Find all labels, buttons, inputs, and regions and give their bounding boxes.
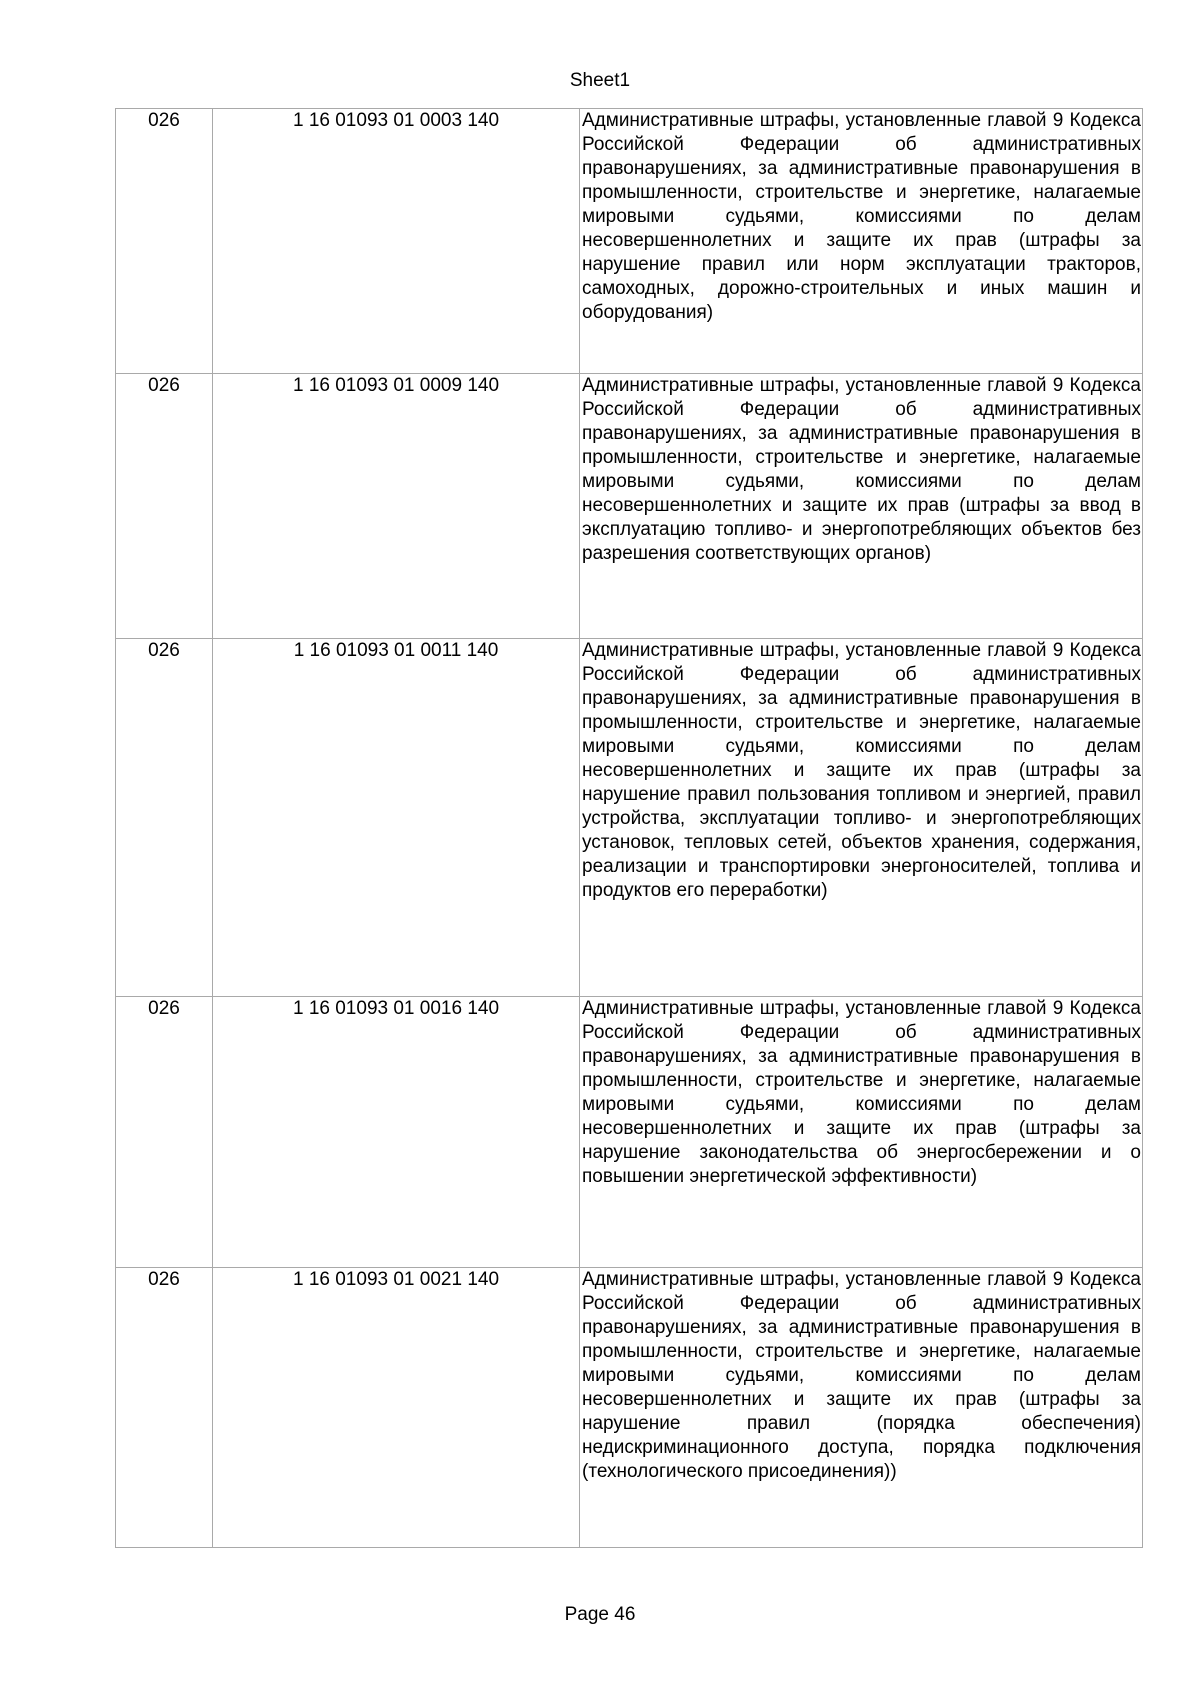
budget-code-cell: 1 16 01093 01 0011 140 <box>213 639 580 997</box>
agency-code-cell: 026 <box>116 374 213 639</box>
table-row <box>116 639 1143 997</box>
agency-code-cell: 026 <box>116 639 213 997</box>
table-row <box>116 997 1143 1268</box>
page-number: Page 46 <box>564 1604 636 1625</box>
description-cell: Административные штрафы, установленные главой 9 Кодекса Российской Федерации об административных правонарушениях, за административные правонарушения в промышленности, строительстве и энергетике, налагаемые мировыми судьями, комиссиями по делам несовершеннолетних и защите их прав (штрафы за ввод в эксплуатацию топливо- и энергопотребляющих объектов без разрешения соответствующих органов) <box>580 374 1143 639</box>
budget-code-cell: 1 16 01093 01 0009 140 <box>213 374 580 639</box>
table-row <box>116 109 1143 374</box>
description-cell: Административные штрафы, установленные главой 9 Кодекса Российской Федерации об административных правонарушениях, за административные правонарушения в промышленности, строительстве и энергетике, налагаемые мировыми судьями, комиссиями по делам несовершеннолетних и защите их прав (штрафы за нарушение правил или норм эксплуатации тракторов, самоходных, дорожно-строительных и иных машин и оборудования) <box>580 109 1143 374</box>
budget-code-cell: 1 16 01093 01 0016 140 <box>213 997 580 1268</box>
agency-code-cell: 026 <box>116 109 213 374</box>
agency-code-cell: 026 <box>116 1268 213 1548</box>
description-cell: Административные штрафы, установленные главой 9 Кодекса Российской Федерации об административных правонарушениях, за административные правонарушения в промышленности, строительстве и энергетике, налагаемые мировыми судьями, комиссиями по делам несовершеннолетних и защите их прав (штрафы за нарушение правил пользования топливом и энергией, правил устройства, эксплуатации топливо- и энергопотребляющих установок, тепловых сетей, объектов хранения, содержания, реализации и транспортировки энергоносителей, топлива и продуктов его переработки) <box>580 639 1143 997</box>
table-row <box>116 1268 1143 1548</box>
table-row <box>116 374 1143 639</box>
budget-code-cell: 1 16 01093 01 0021 140 <box>213 1268 580 1548</box>
description-cell: Административные штрафы, установленные главой 9 Кодекса Российской Федерации об административных правонарушениях, за административные правонарушения в промышленности, строительстве и энергетике, налагаемые мировыми судьями, комиссиями по делам несовершеннолетних и защите их прав (штрафы за нарушение правил (порядка обеспечения) недискриминационного доступа, порядка подключения (технологического присоединения)) <box>580 1268 1143 1548</box>
budget-code-cell: 1 16 01093 01 0003 140 <box>213 109 580 374</box>
sheet-title: Sheet1 <box>569 70 631 91</box>
data-table <box>115 108 1143 1548</box>
agency-code-cell: 026 <box>116 997 213 1268</box>
description-cell: Административные штрафы, установленные главой 9 Кодекса Российской Федерации об административных правонарушениях, за административные правонарушения в промышленности, строительстве и энергетике, налагаемые мировыми судьями, комиссиями по делам несовершеннолетних и защите их прав (штрафы за нарушение законодательства об энергосбережении и о повышении энергетической эффективности) <box>580 997 1143 1268</box>
